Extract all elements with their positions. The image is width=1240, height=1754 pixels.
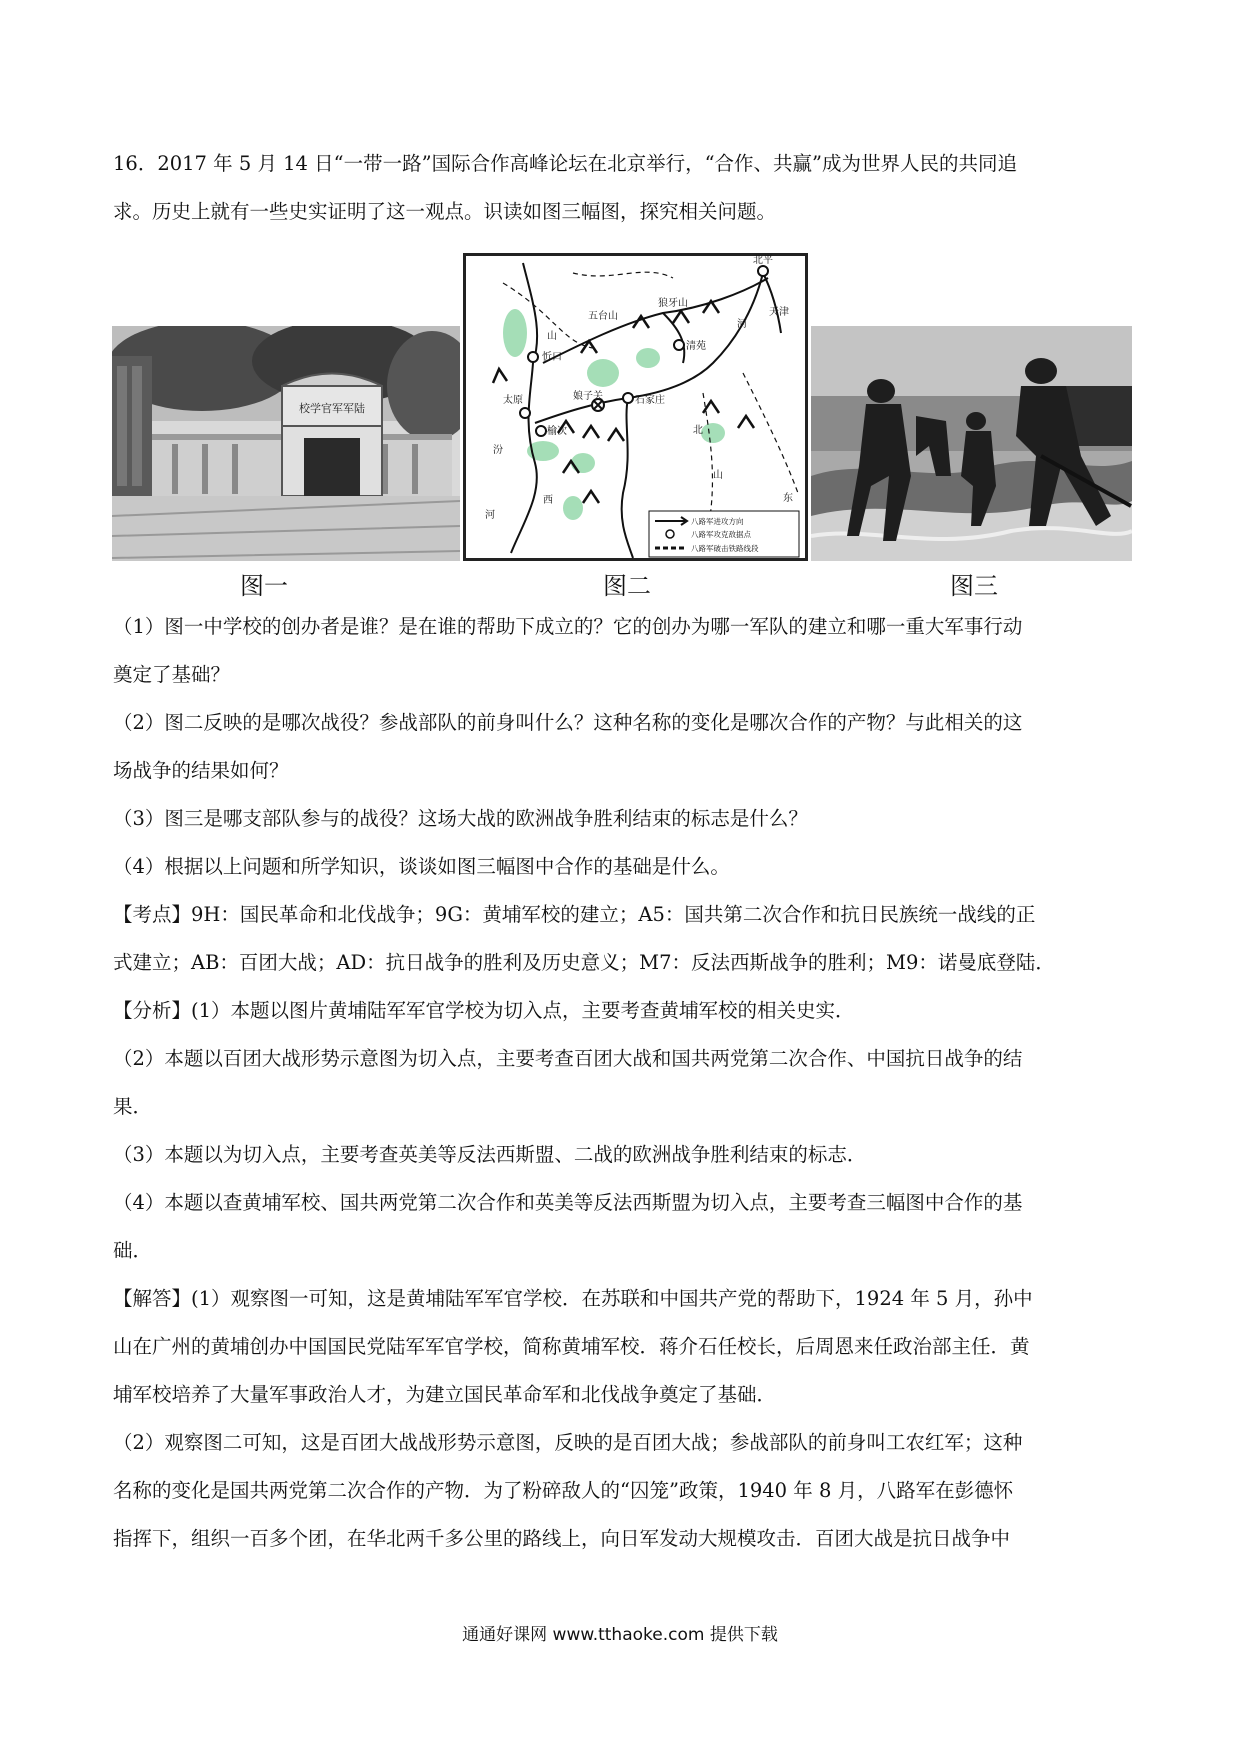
figures-row: [112, 253, 1132, 603]
text-line: （4）根据以上问题和所学知识，谈谈如图三幅图中合作的基础是什么。: [113, 855, 730, 878]
text-line: 式建立；AB：百团大战；AD：抗日战争的胜利及历史意义；M7：反法西斯战争的胜利；M9：诺曼底登陆．: [113, 951, 1055, 974]
legend-stronghold: 八路军攻克敌据点: [691, 530, 751, 539]
text-line: （3）图三是哪支部队参与的战役？这场大战的欧洲战争胜利结束的标志是什么？: [113, 807, 808, 830]
legend-attack: 八路军进攻方向: [691, 517, 744, 526]
text-line: （2）本题以百团大战形势示意图为切入点，主要考查百团大战和国共两党第二次合作、中国抗日战争的结: [113, 1047, 1023, 1070]
question-line: 16．2017 年 5 月 14 日“一带一路”国际合作高峰论坛在北京举行，“合作、共赢”成为世界人民的共同追: [113, 152, 1018, 175]
map-label-bei: 北: [693, 425, 703, 436]
map-label-he2: 河: [485, 510, 495, 521]
academy-gate-image: [112, 326, 460, 561]
text-line: （2）图二反映的是哪次战役？参战部队的前身叫什么？这种名称的变化是哪次合作的产物？与此相关的这: [113, 711, 1023, 734]
legend-railway: 八路军破击铁路线段: [691, 544, 759, 553]
map-label-qingyuan: 清苑: [686, 341, 706, 352]
figure-3-caption: 图三: [950, 572, 998, 600]
map-label-he1: 河: [737, 319, 747, 330]
figure-2-map: [463, 253, 808, 561]
questions-and-answers: [113, 603, 1123, 1563]
question-line: 求。历史上就有一些史实证明了这一观点。识读如图三幅图，探究相关问题。: [113, 200, 777, 223]
text-line: （4）本题以查黄埔军校、国共两党第二次合作和英美等反法西斯盟为切入点，主要考查三幅图中合作的基: [113, 1191, 1023, 1214]
figure-2-caption: 图二: [603, 572, 651, 600]
text-line: 指挥下，组织一百多个团，在华北两千多公里的路线上，向日军发动大规模攻击．百团大战是抗日战争中: [113, 1527, 1011, 1550]
text-line: （1）图一中学校的创办者是谁？是在谁的帮助下成立的？它的创办为哪一军队的建立和哪一重大军事行动: [113, 615, 1023, 638]
landing-image: [811, 326, 1132, 561]
figure-3-photo: [811, 326, 1132, 561]
text-line: 【考点】9H：国民革命和北伐战争；9G：黄埔军校的建立；A5：国共第二次合作和抗日民族统一战线的正: [113, 903, 1036, 926]
map-label-langyashan: 狼牙山: [658, 298, 688, 309]
text-line: 名称的变化是国共两党第二次合作的产物．为了粉碎敌人的“囚笼”政策，1940 年 8 月，八路军在彭德怀: [113, 1479, 1014, 1502]
text-line: 础．: [113, 1239, 153, 1262]
text-line: 埔军校培养了大量军事政治人才，为建立国民革命军和北伐战争奠定了基础．: [113, 1383, 777, 1406]
map-label-shan2: 山: [713, 470, 723, 481]
map-label-niangziguan: 娘子关: [573, 391, 603, 402]
question-stem: [113, 140, 1123, 236]
map-label-xinkou: 忻口: [542, 352, 562, 363]
figure-1-caption: 图一: [240, 572, 288, 600]
text-line: 山在广州的黄埔创办中国国民党陆军军官学校，简称黄埔军校．蒋介石任校长，后周恩来任政治部主任．黄: [113, 1335, 1030, 1358]
figure-1-photo: [112, 326, 460, 561]
text-line: 果．: [113, 1095, 153, 1118]
page-footer: 通通好课网 www.tthaoke.com 提供下载: [462, 1625, 778, 1645]
map-label-fen: 汾: [493, 445, 503, 456]
map-label-tianjin: 天津: [769, 307, 789, 318]
text-line: 【解答】(1）观察图一可知，这是黄埔陆军军官学校．在苏联和中国共产党的帮助下，1924 年 5 月，孙中: [113, 1287, 1033, 1310]
text-line: （3）本题以为切入点，主要考查英美等反法西斯盟、二战的欧洲战争胜利结束的标志．: [113, 1143, 867, 1166]
map-label-beiping: 北平: [753, 255, 773, 266]
map-label-shijiazhuang: 石家庄: [635, 395, 665, 406]
map-label-wutaishan: 五台山: [588, 311, 618, 322]
map-legend: [649, 511, 799, 557]
text-line: 场战争的结果如何？: [113, 759, 289, 782]
text-line: 奠定了基础？: [113, 663, 231, 686]
gate-sign: 校学官军军陆: [299, 402, 365, 415]
map-label-yuci: 榆次: [547, 426, 567, 437]
map-label-taiyuan: 太原: [503, 395, 523, 406]
map-label-shan1: 山: [547, 331, 557, 342]
map-label-xi: 西: [543, 495, 553, 506]
text-line: 【分析】(1）本题以图片黄埔陆军军官学校为切入点，主要考查黄埔军校的相关史实．: [113, 999, 855, 1022]
campaign-map: [463, 253, 808, 561]
text-line: （2）观察图二可知，这是百团大战战形势示意图，反映的是百团大战；参战部队的前身叫工农红军；这种: [113, 1431, 1023, 1454]
map-label-dong: 东: [783, 493, 793, 504]
